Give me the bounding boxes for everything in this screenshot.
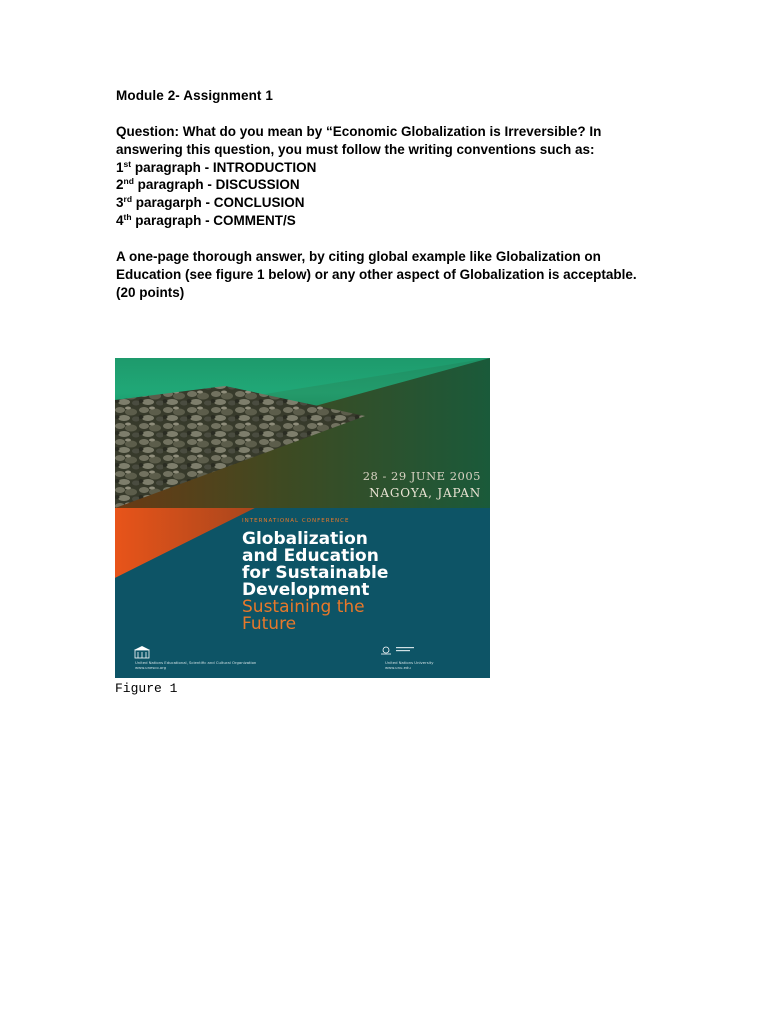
poster-title-line: Development xyxy=(242,580,370,600)
paragraph-item: 1st paragraph - INTRODUCTION xyxy=(116,158,317,175)
poster-title-line: and Education xyxy=(242,546,379,566)
unu-name: United Nations University xyxy=(385,660,434,665)
poster-kicker: INTERNATIONAL CONFERENCE xyxy=(242,518,350,524)
poster-title-line: Globalization xyxy=(242,529,368,549)
poster-subtitle-line: Future xyxy=(242,614,297,634)
answer-line: (20 points) xyxy=(116,284,185,300)
paragraph-item: 3rd paragarph - CONCLUSION xyxy=(116,194,305,211)
unu-url: www.unu.edu xyxy=(385,665,411,670)
paragraph-item: 4th paragraph - COMMENT/S xyxy=(116,211,296,228)
answer-line: A one-page thorough answer, by citing global example like Globalization on xyxy=(116,249,601,264)
unesco-name: United Nations Educational, Scientific and Cultural Organization xyxy=(135,660,257,665)
poster-location: NAGOYA, JAPAN xyxy=(369,486,481,500)
answer-line: Education (see figure 1 below) or any other aspect of Globalization is acceptable. xyxy=(116,266,637,282)
document-title: Module 2- Assignment 1 xyxy=(116,88,273,103)
conference-poster-figure xyxy=(115,358,490,678)
figure-caption: Figure 1 xyxy=(115,681,178,696)
question-line: Question: What do you mean by “Economic Globalization is Irreversible? In xyxy=(116,124,602,139)
paragraph-item: 2nd paragraph - DISCUSSION xyxy=(116,176,300,193)
answer-instructions xyxy=(116,248,676,301)
poster-image xyxy=(115,358,490,678)
poster-date: 28 - 29 JUNE 2005 xyxy=(362,469,481,483)
unesco-url: www.unesco.org xyxy=(135,665,167,670)
poster-subtitle-line: Sustaining the xyxy=(242,597,365,617)
poster-title-line: for Sustainable xyxy=(242,563,389,583)
question-line: answering this question, you must follow the writing conventions such as: xyxy=(116,141,595,157)
question-block xyxy=(116,123,656,230)
